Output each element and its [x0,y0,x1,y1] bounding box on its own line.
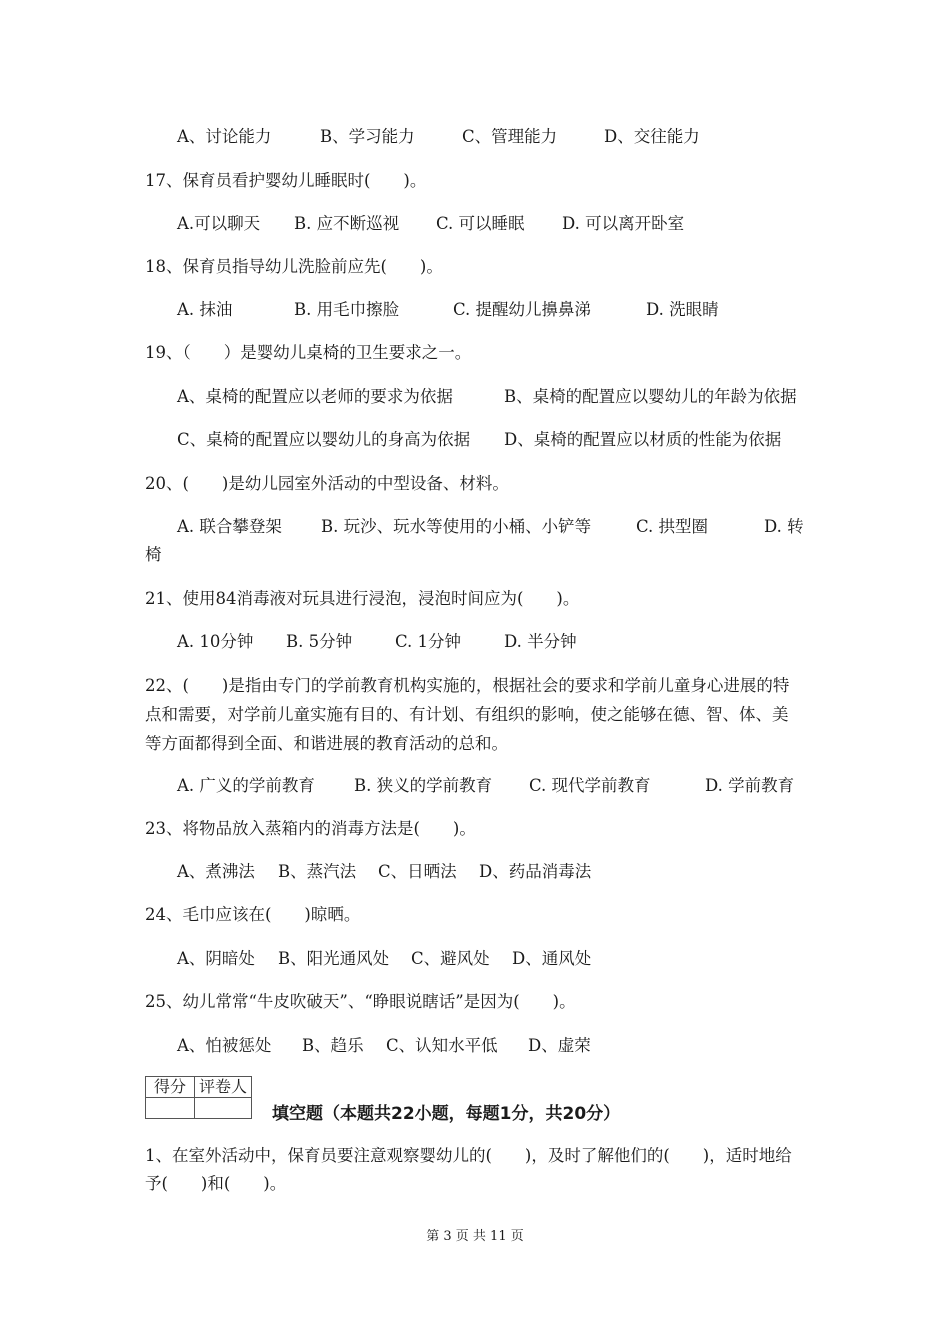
q22-option-b: B. 狭义的学前教育 [354,776,493,795]
fill1-line-1: 1、在室外活动中，保育员要注意观察婴幼儿的( )，及时了解他们的( )，适时地给 [145,1146,792,1165]
q18-option-c: C. 提醒幼儿擤鼻涕 [453,300,592,319]
q17-stem: 17、保育员看护婴幼儿睡眠时( )。 [145,171,427,190]
q20-option-c: C. 拱型圈 [636,517,709,536]
q22-stem-line-3: 等方面都得到全面、和谐进展的教育活动的总和。 [145,734,508,753]
q16-option-b: B、学习能力 [320,127,415,146]
page-footer: 第 3 页 共 11 页 [426,1229,524,1244]
q24-option-c: C、避风处 [411,949,490,968]
grader-label: 评卷人 [195,1077,252,1098]
q16-option-d: D、交往能力 [604,127,700,146]
q18-option-d: D. 洗眼睛 [646,300,719,319]
q17-option-c: C. 可以睡眠 [436,214,525,233]
q23-option-a: A、煮沸法 [177,862,255,881]
q21-option-d: D. 半分钟 [504,632,577,651]
grader-cell [195,1098,252,1119]
q22-option-a: A. 广义的学前教育 [177,776,315,795]
q22-option-c: C. 现代学前教育 [529,776,651,795]
q22-stem-line-1: 22、( )是指由专门的学前教育机构实施的，根据社会的要求和学前儿童身心进展的特 [145,676,790,695]
q21-stem: 21、使用84消毒液对玩具进行浸泡，浸泡时间应为( )。 [145,589,580,608]
q25-option-d: D、虚荣 [528,1036,591,1055]
q23-option-b: B、蒸汽法 [278,862,357,881]
section-title: 填空题（本题共22小题，每题1分，共20分） [272,1104,621,1124]
q19-option-b: B、桌椅的配置应以婴幼儿的年龄为依据 [504,387,797,406]
q25-option-b: B、趋乐 [302,1036,364,1055]
q23-option-c: C、日晒法 [378,862,457,881]
q20-option-d: D. 转 [764,517,804,536]
q24-option-a: A、阴暗处 [177,949,255,968]
q22-option-d: D. 学前教育 [705,776,795,795]
q25-option-a: A、怕被惩处 [177,1036,272,1055]
q20-option-b: B. 玩沙、玩水等使用的小桶、小铲等 [321,517,592,536]
q23-option-d: D、药品消毒法 [479,862,592,881]
q19-option-d: D、桌椅的配置应以材质的性能为依据 [504,430,782,449]
q20-option-d-wrap: 椅 [145,545,162,564]
q21-option-c: C. 1分钟 [395,632,462,651]
q25-stem: 25、幼儿常常“牛皮吹破天”、“睁眼说瞎话”是因为( )。 [145,992,576,1011]
q24-option-b: B、阳光通风处 [278,949,390,968]
q16-option-a: A、讨论能力 [177,127,272,146]
q25-option-c: C、认知水平低 [386,1036,498,1055]
q19-option-a: A、桌椅的配置应以老师的要求为依据 [177,387,453,406]
score-box [145,1076,252,1119]
q19-option-c: C、桌椅的配置应以婴幼儿的身高为依据 [177,430,471,449]
q21-option-b: B. 5分钟 [286,632,353,651]
q18-option-b: B. 用毛巾擦脸 [294,300,400,319]
fill1-line-2: 予( )和( )。 [145,1174,287,1193]
q18-option-a: A. 抹油 [177,300,233,319]
score-cell [146,1098,195,1119]
q22-stem-line-2: 点和需要，对学前儿童实施有目的、有计划、有组织的影响，使之能够在德、智、体、美 [145,705,789,724]
q17-option-a: A.可以聊天 [177,214,261,233]
q21-option-a: A. 10分钟 [177,632,254,651]
q17-option-d: D. 可以离开卧室 [562,214,685,233]
q20-option-a: A. 联合攀登架 [177,517,282,536]
q23-stem: 23、将物品放入蒸箱内的消毒方法是( )。 [145,819,476,838]
q17-option-b: B. 应不断巡视 [294,214,400,233]
q19-stem: 19、（ ）是婴幼儿桌椅的卫生要求之一。 [145,343,472,362]
score-label: 得分 [146,1077,195,1098]
q16-option-c: C、管理能力 [462,127,558,146]
q24-stem: 24、毛巾应该在( )晾晒。 [145,905,361,924]
q18-stem: 18、保育员指导幼儿洗脸前应先( )。 [145,257,443,276]
q24-option-d: D、通风处 [512,949,592,968]
q20-stem: 20、( )是幼儿园室外活动的中型设备、材料。 [145,474,509,493]
